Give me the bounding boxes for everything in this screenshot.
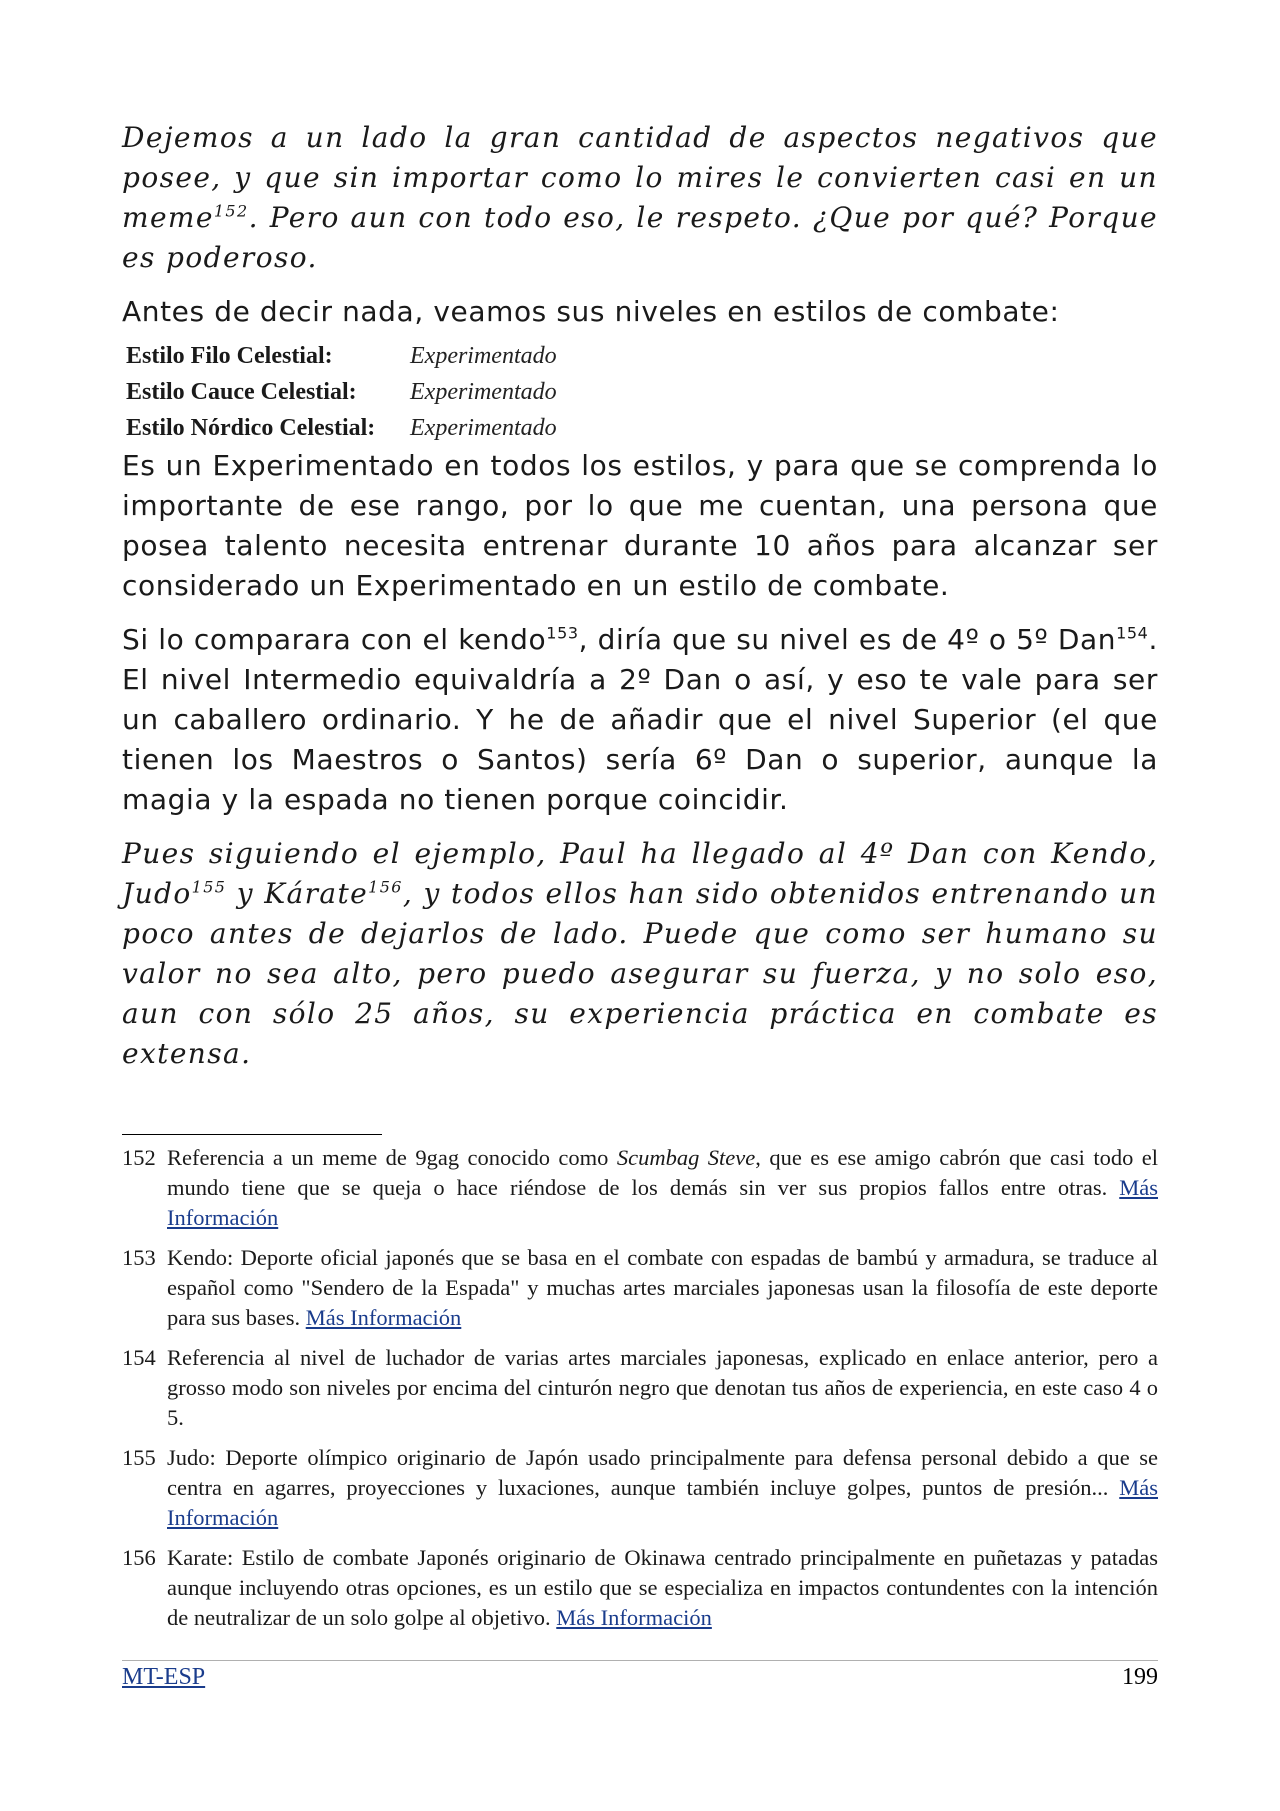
paragraph-2: Antes de decir nada, veamos sus niveles en estilos de combate: <box>122 295 1060 328</box>
footnote-ref-152[interactable]: 152 <box>213 201 249 221</box>
footnote-ref-154[interactable]: 154 <box>1116 623 1149 643</box>
page-footer <box>122 1661 1158 1693</box>
footnote-text <box>167 1243 1158 1333</box>
footnote-152 <box>122 1143 1158 1233</box>
footnote-155 <box>122 1443 1158 1533</box>
paragraph-4-text-end: . El nivel Intermedio equivaldría a 2º Dan o así, y eso te vale para ser un caballero ordinario. Y he de añadir que el nivel Superior (el que tienen los Maestros o Santos) sería 6º Dan o superior, aunque la magia y la espada no tienen porque coincidir. <box>122 623 1158 816</box>
footnote-154 <box>122 1343 1158 1433</box>
style-level: Experimentado <box>410 342 557 369</box>
footnote-text-a: Karate: Estilo de combate Japonés originario de Okinawa centrado principalmente en puñetazas y patadas aunque incluyendo otras opciones, es un estilo que se especializa en impactos contundentes con la intención de neutralizar de un solo golpe al objetivo. <box>167 1545 1158 1630</box>
paragraph-5-text: Pues siguiendo el ejemplo, Paul ha llegado al 4º Dan con Kendo, Judo <box>122 837 1158 910</box>
style-row <box>126 374 1158 410</box>
footnote-153 <box>122 1243 1158 1333</box>
style-row <box>126 338 1158 374</box>
style-level: Experimentado <box>410 378 557 405</box>
paragraph-5 <box>122 834 1158 1074</box>
footnote-text-a: Judo: Deporte olímpico originario de Japón usado principalmente para defensa personal debido a que se centra en agarres, proyecciones y luxaciones, aunque también incluye golpes, puntos de presión... <box>167 1445 1158 1500</box>
footnote-number: 152 <box>122 1145 156 1170</box>
footnote-ref-155[interactable]: 155 <box>191 877 227 897</box>
more-info-link[interactable]: Más Información <box>167 1175 1158 1230</box>
footnotes <box>122 1143 1158 1643</box>
paragraph-5-text-end: , y todos ellos han sido obtenidos entrenando un poco antes de dejarlos de lado. Puede que como ser humano su valor no sea alto, pero puedo asegurar su fuerza, y no solo eso, aun con sólo 25 años, su experiencia práctica en combate es extensa. <box>122 877 1158 1070</box>
footnote-text <box>167 1543 1158 1633</box>
paragraph-4-text-cont: , diría que su nivel es de 4º o 5º Dan <box>578 623 1117 656</box>
paragraph-4 <box>122 620 1158 820</box>
footnote-text-b: , que es ese amigo cabrón que casi todo el mundo tiene que se queja o hace riéndose de los demás sin ver sus propios fallos entre otras. <box>167 1145 1158 1200</box>
paragraph-1-text: Dejemos a un lado la gran cantidad de aspectos negativos que posee, y que sin importar como lo mires le convierten casi en un meme <box>122 121 1158 234</box>
style-name: Estilo Nórdico Celestial: <box>126 414 376 441</box>
footnote-number: 154 <box>122 1345 156 1370</box>
paragraph-5-text-cont: y Kárate <box>226 877 369 910</box>
footnote-text-a: Kendo: Deporte oficial japonés que se basa en el combate con espadas de bambú y armadura, se traduce al español como "Sendero de la Espada" y muchas artes marciales japonesas usan la filosofía de este deporte para sus bases. <box>167 1245 1158 1330</box>
style-name: Estilo Filo Celestial: <box>126 342 333 369</box>
style-level: Experimentado <box>410 414 557 441</box>
footnote-text: Referencia al nivel de luchador de varias artes marciales japonesas, explicado en enlace anterior, pero a grosso modo son niveles por encima del cinturón negro que denotan tus años de experiencia, en este caso 4 o 5. <box>167 1345 1158 1430</box>
footnote-number: 153 <box>122 1245 156 1270</box>
style-name: Estilo Cauce Celestial: <box>126 378 357 405</box>
footnote-separator <box>122 1134 382 1135</box>
footnote-text <box>167 1443 1158 1533</box>
paragraph-1 <box>122 118 1158 278</box>
footnote-number: 156 <box>122 1545 156 1570</box>
footnote-ref-153[interactable]: 153 <box>546 623 579 643</box>
more-info-link[interactable]: Más Información <box>305 1305 462 1330</box>
more-info-link[interactable]: Más Información <box>167 1475 1158 1530</box>
footnote-ref-156[interactable]: 156 <box>368 877 403 897</box>
combat-styles-list <box>126 338 1158 446</box>
more-info-link[interactable]: Más Información <box>556 1605 712 1630</box>
paragraph-3: Es un Experimentado en todos los estilos, y para que se comprenda lo importante de ese rango, por lo que me cuentan, una persona que posea talento necesita entrenar durante 10 años para alcanzar ser considerado un Experimentado en un estilo de combate. <box>122 449 1158 602</box>
footnote-text-a: Referencia a un meme de 9gag conocido como <box>167 1145 617 1170</box>
page-body <box>122 118 1158 1088</box>
style-row <box>126 410 1158 446</box>
footnote-156 <box>122 1543 1158 1633</box>
footnote-number: 155 <box>122 1445 156 1470</box>
footer-site-link[interactable]: MT-ESP <box>122 1664 206 1690</box>
footnote-emphasis: Scumbag Steve <box>616 1145 756 1170</box>
paragraph-1-text-cont: . Pero aun con todo eso, le respeto. ¿Que por qué? Porque es poderoso. <box>122 201 1158 274</box>
page-number: 199 <box>1122 1664 1158 1690</box>
paragraph-4-text: Si lo comparara con el kendo <box>122 623 547 656</box>
footnote-text <box>167 1143 1158 1233</box>
